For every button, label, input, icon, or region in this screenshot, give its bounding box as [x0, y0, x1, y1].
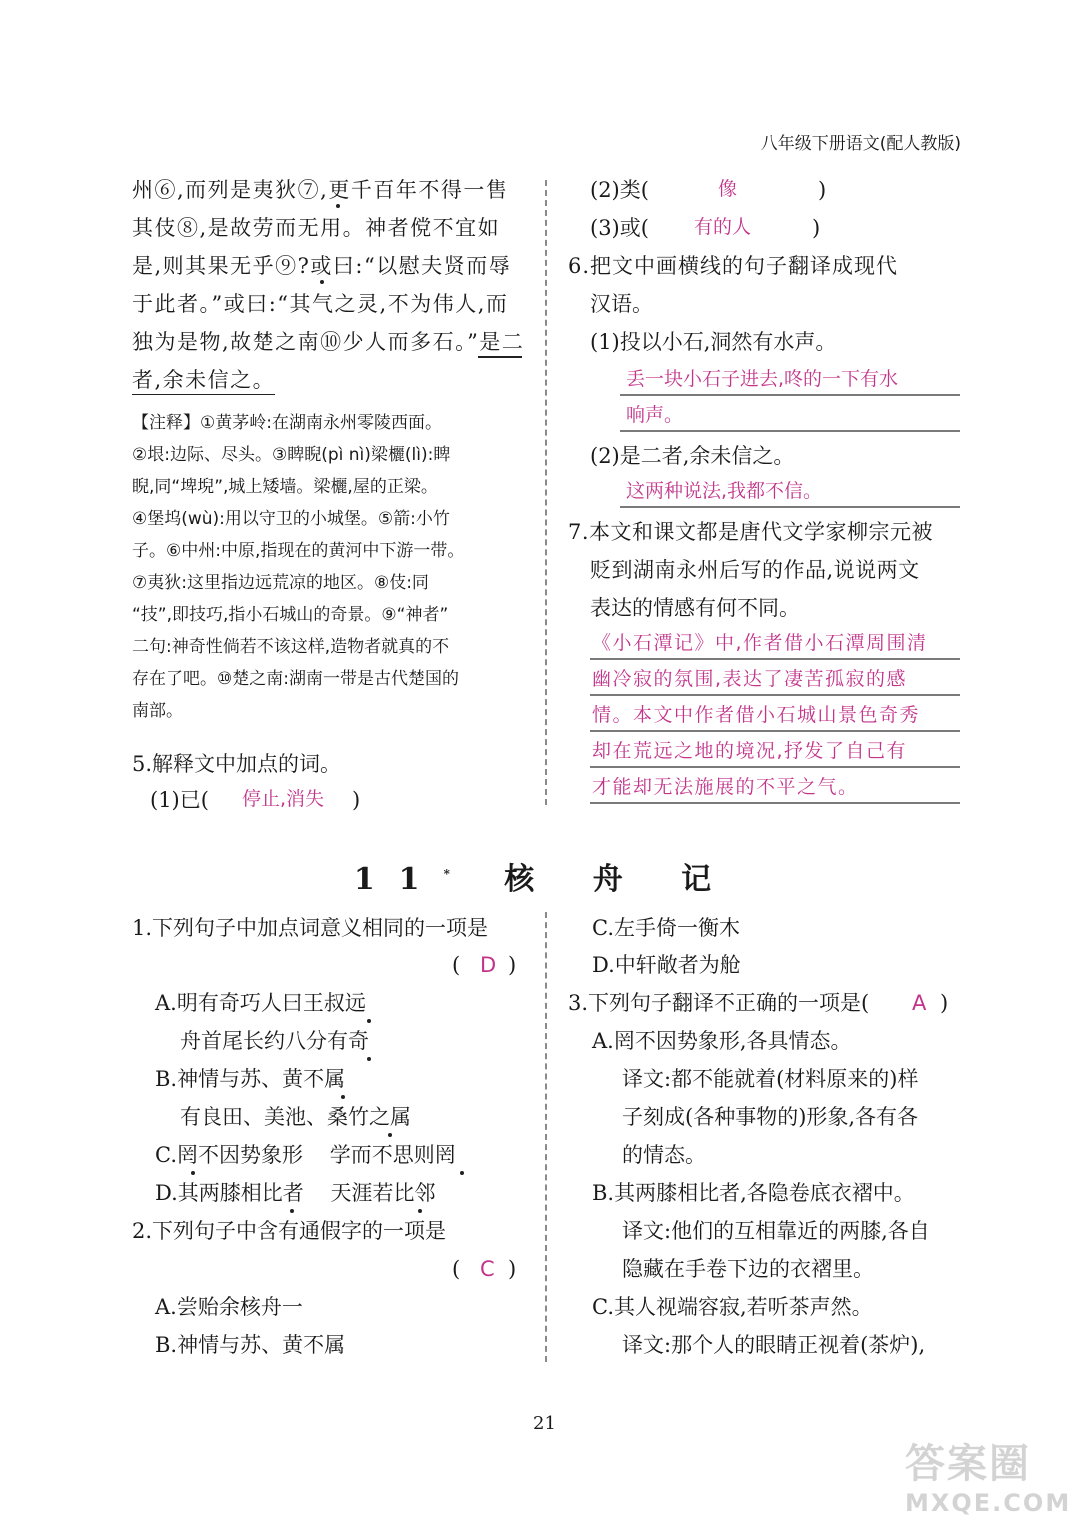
section-number: 11 — [353, 862, 444, 897]
annotation-line: 存在了吧。⑩楚之南:湖南一带是古代楚国的 — [132, 669, 459, 689]
q5-item1-label: (1)已( — [150, 788, 209, 812]
q1-option-b-2: 有良田、美池、桑竹之属 — [180, 1105, 411, 1129]
answer-rule — [590, 658, 960, 660]
q3-option-line: B.其两膝相比者,各隐卷底衣褶中。 — [592, 1181, 915, 1205]
emphasis-dot — [336, 204, 340, 208]
annotation-line: ②垠:边际、尽头。③睥睨(pì nì)梁欐(lì):睥 — [132, 445, 451, 465]
q3-option-line: 译文:都不能就着(材料原来的)样 — [622, 1067, 919, 1091]
q1-paren-close: ) — [508, 953, 517, 977]
section-title — [0, 854, 1089, 898]
passage-line: 其伎⑧,是故劳而无用。神者傥不宜如 — [132, 216, 501, 240]
q1-option-b: B.神情与苏、黄不属 — [155, 1067, 346, 1091]
q5-item3-label: (3)或( — [590, 216, 649, 240]
q2-paren-close: ) — [508, 1257, 517, 1281]
answer-rule — [620, 506, 960, 508]
q3-option-line: C.其人视端容寂,若听茶声然。 — [592, 1295, 873, 1319]
q5-item3-close: ) — [812, 216, 821, 240]
passage-line: 是,则其果无乎⑨?或曰:“以慰夫贤而辱 — [132, 254, 512, 278]
q3-option-line: 隐藏在手卷下边的衣褶里。 — [622, 1257, 874, 1281]
q2-answer: C — [480, 1257, 495, 1281]
q6-ans1-line1: 丢一块小石子进去,咚的一下有水 — [626, 368, 899, 390]
q6-sub2: (2)是二者,余未信之。 — [590, 444, 795, 468]
q5-item2-label: (2)类( — [590, 178, 649, 202]
annotation-line: “技”,即技巧,指小石城山的奇景。⑨“神者” — [132, 605, 449, 625]
answer-rule — [620, 394, 960, 396]
q7-answer-line: 幽冷寂的氛围,表达了凄苦孤寂的感 — [592, 668, 908, 690]
question-6-cont: 汉语。 — [590, 292, 653, 316]
passage-underline — [478, 356, 522, 358]
question-2: 2.下列句子中含有通假字的一项是 — [132, 1219, 447, 1243]
header-title: 八年级下册语文(配人教版) — [760, 134, 961, 154]
answer-rule — [590, 766, 960, 768]
bottom-column-divider — [545, 912, 547, 1362]
q6-sub1: (1)投以小石,洞然有水声。 — [590, 330, 837, 354]
annotation-line: 睨,同“埤堄”,城上矮墙。梁欐,屋的正梁。 — [132, 477, 438, 497]
q3-option-line: 子刻成(各种事物的)形象,各有各 — [622, 1105, 919, 1129]
emphasis-dot — [290, 1209, 294, 1213]
annotation-line: 【注释】①黄茅岭:在湖南永州零陵西面。 — [132, 413, 442, 433]
q7-answer-line: 却在荒远之地的境况,抒发了自己有 — [592, 740, 908, 762]
annotation-line: 子。⑥中州:中原,指现在的黄河中下游一带。 — [132, 541, 465, 561]
section-title-text: 核 舟 记 — [504, 862, 736, 897]
q2-paren-open: ( — [452, 1257, 461, 1281]
q1-option-a: A.明有奇巧人曰王叔远 — [155, 991, 366, 1015]
q2-option-b: B.神情与苏、黄不属 — [155, 1333, 346, 1357]
emphasis-dot — [367, 1019, 371, 1023]
q3-paren-close: ) — [940, 991, 949, 1015]
passage-line: 州⑥,而列是夷狄⑦,更千百年不得一售 — [132, 178, 509, 202]
question-1: 1.下列句子中加点词意义相同的一项是 — [132, 916, 489, 940]
top-column-divider — [545, 180, 547, 805]
q5-item2-close: ) — [818, 178, 827, 202]
q7-answer-line: 《小石潭记》中,作者借小石潭周围清 — [592, 632, 928, 654]
emphasis-dot — [418, 1209, 422, 1213]
q6-ans2-line1: 这两种说法,我都不信。 — [626, 480, 823, 502]
answer-rule — [590, 730, 960, 732]
watermark-logo — [905, 1432, 1075, 1522]
q3-answer: A — [912, 991, 927, 1015]
q5-item1-answer: 停止,消失 — [242, 788, 325, 810]
question-7-cont: 贬到湖南永州后写的作品,说说两文 — [590, 558, 920, 582]
annotation-line: 南部。 — [132, 701, 183, 721]
emphasis-dot — [460, 1171, 464, 1175]
answer-rule — [590, 694, 960, 696]
question-7: 7.本文和课文都是唐代文学家柳宗元被 — [568, 520, 934, 544]
q7-answer-line: 才能却无法施展的不平之气。 — [592, 776, 859, 798]
q1-option-c: C.罔不因势象形 学而不思则罔 — [155, 1143, 456, 1167]
q2-option-a: A.尝贻余核舟一 — [155, 1295, 303, 1319]
answer-rule — [620, 430, 960, 432]
watermark-url: MXQE.COM — [905, 1489, 1072, 1517]
q6-ans1-line2: 响声。 — [626, 404, 684, 426]
question-3: 3.下列句子翻译不正确的一项是( — [568, 991, 870, 1015]
section-star: * — [443, 867, 450, 881]
question-5: 5.解释文中加点的词。 — [132, 752, 342, 776]
q3-option-line: 的情态。 — [622, 1143, 706, 1167]
q1-option-d: D.其两膝相比者 天涯若比邻 — [155, 1181, 436, 1205]
passage-line: 于此者。”或曰:“其气之灵,不为伟人,而 — [132, 292, 509, 316]
emphasis-dot — [388, 1133, 392, 1137]
q5-item3-answer: 有的人 — [694, 216, 752, 238]
q3-option-line: 译文:那个人的眼睛正视着(茶炉), — [622, 1333, 926, 1357]
q2-option-d: D.中轩敞者为舱 — [592, 953, 741, 977]
annotation-line: ⑦夷狄:这里指边远荒凉的地区。⑧伎:同 — [132, 573, 429, 593]
answer-rule — [590, 802, 960, 804]
q5-item1-close: ) — [352, 788, 361, 812]
passage-line: 独为是物,故楚之南⑩少人而多石。”是二 — [132, 330, 525, 354]
page-number: 21 — [533, 1413, 556, 1434]
q3-option-line: 译文:他们的互相靠近的两膝,各自 — [622, 1219, 930, 1243]
q2-option-c: C.左手倚一衡木 — [592, 916, 740, 940]
emphasis-dot — [320, 280, 324, 284]
watermark-text: 答案圈 — [905, 1441, 1031, 1487]
q3-option-line: A.罔不因势象形,各具情态。 — [592, 1029, 852, 1053]
question-7-cont: 表达的情感有何不同。 — [590, 596, 800, 620]
passage-line-underlined: 者,余未信之。 — [132, 370, 275, 395]
emphasis-dot — [367, 1057, 371, 1061]
emphasis-dot — [341, 1095, 345, 1099]
annotation-line: ④堡坞(wù):用以守卫的小城堡。⑤箭:小竹 — [132, 509, 450, 529]
emphasis-dot — [191, 1171, 195, 1175]
q1-paren-open: ( — [452, 953, 461, 977]
question-6: 6.把文中画横线的句子翻译成现代 — [568, 254, 899, 278]
q5-item2-answer: 像 — [718, 178, 738, 200]
q1-answer: D — [480, 953, 497, 977]
q1-option-a-2: 舟首尾长约八分有奇 — [180, 1029, 369, 1053]
q7-answer-line: 情。本文中作者借小石城山景色奇秀 — [592, 704, 921, 726]
annotation-line: 二句:神奇性倘若不该这样,造物者就真的不 — [132, 637, 450, 657]
